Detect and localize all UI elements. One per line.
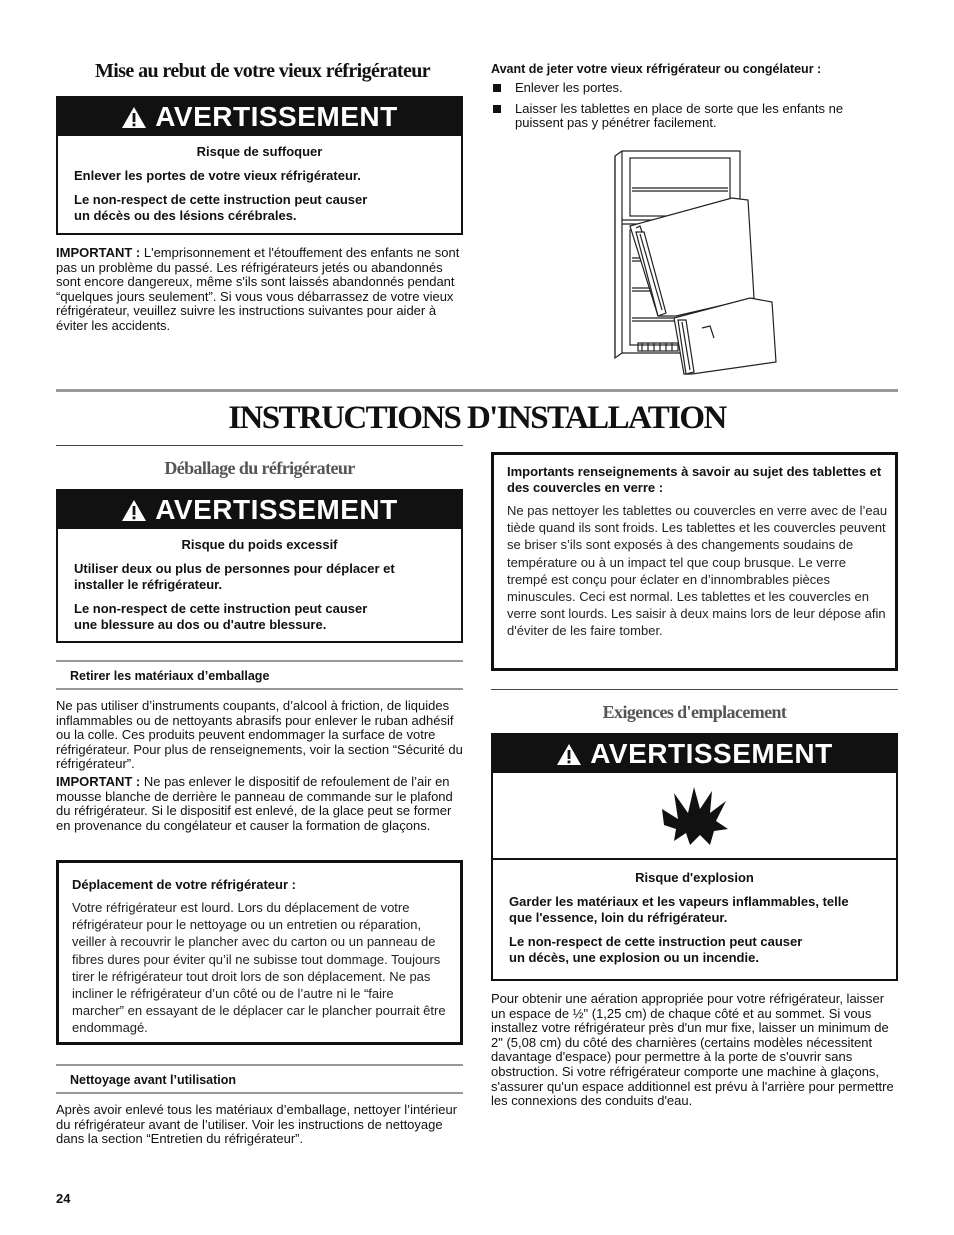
refrigerator-doors-removed-illustration — [610, 148, 785, 376]
list-item: Laisser les tablettes en place de sorte que les enfants ne puissent pas y pénétrer facilement. — [491, 102, 891, 131]
page-number: 24 — [56, 1191, 71, 1206]
section-rule — [491, 689, 898, 690]
disposal-steps-heading: Avant de jeter votre vieux réfrigérateur ou congélateur : — [491, 62, 822, 76]
warning-risk: Risque de suffoquer — [196, 144, 323, 159]
subsection-rule — [56, 1092, 463, 1094]
warning-risk: Risque d'explosion — [635, 870, 754, 885]
warning-triangle-icon — [121, 499, 147, 522]
warning-instruction: Enlever les portes de votre vieux réfrigérateur. — [74, 168, 361, 183]
warning-consequence-line1: Le non-respect de cette instruction peut causer — [509, 934, 803, 949]
warning-instruction-line2: que l'essence, loin du réfrigérateur. — [509, 910, 728, 925]
important-paragraph-foam — [56, 775, 463, 833]
warning-consequence-line2: un décès ou des lésions cérébrales. — [74, 208, 297, 223]
subsection-rule — [56, 1064, 463, 1066]
section-title-location: Exigences d'emplacement — [602, 702, 787, 722]
glass-box-title: Importants renseignements à savoir au sujet des tablettes et des couvercles en verre : — [507, 464, 882, 495]
warning-box-suffocation — [56, 96, 463, 235]
page-title: INSTRUCTIONS D'INSTALLATION — [228, 400, 726, 436]
important-label: IMPORTANT : — [56, 774, 141, 789]
warning-consequence-line1: Le non-respect de cette instruction peut causer — [74, 192, 368, 207]
warning-header — [58, 98, 461, 136]
warning-triangle-icon — [556, 743, 582, 766]
warning-box-weight — [56, 489, 463, 643]
section-title-unpacking: Déballage du réfrigérateur — [164, 458, 355, 478]
warning-label: AVERTISSEMENT — [155, 494, 398, 525]
warning-consequence-line2: une blessure au dos ou d'autre blessure. — [74, 617, 327, 632]
explosion-icon-area — [493, 773, 896, 860]
moving-box-text: Votre réfrigérateur est lourd. Lors du déplacement de votre réfrigérateur pour le nettoyage ou un entretien ou réparation, veiller à recouvrir le plancher avec du carton ou un panneau de fibres dures pour éviter qu’il ne subisse tout dommage. Toujours tirer le réfrigérateur tout droit lors de son déplacement. Ne pas incliner le réfrigérateur d’un côté ou de l’autre ni le “faire marcher” en essayant de le déplacer car le plancher pourrait être endommagé. — [72, 900, 446, 1036]
subsection-rule — [56, 688, 463, 690]
warning-risk: Risque du poids excessif — [181, 537, 338, 552]
location-requirements-text: Pour obtenir une aération appropriée pour votre réfrigérateur, laisser un espace de ½" (1,25 cm) de chaque côté et au sommet. Si vous installez votre réfrigérateur près d'un mur fixe, laisser un minimum de 2" (5,08 cm) du côté des charnières (certains modèles nécessitent davantage d'espace) pour permettre à la porte de s'ouvrir sans obstruction. Si votre réfrigérateur comporte une machine à glaçons, s'assurer qu'un espace additionnel est prévu à l'arrière pour permettre les connexions des conduits d'eau. — [491, 991, 894, 1109]
warning-box-explosion — [491, 733, 898, 981]
disposal-steps-list — [491, 81, 891, 137]
warning-instruction-line2: installer le réfrigérateur. — [74, 577, 223, 592]
glass-shelves-box — [491, 452, 898, 671]
subsection-heading-cleaning: Nettoyage avant l’utilisation — [70, 1073, 237, 1087]
warning-header — [493, 735, 896, 773]
cleaning-text: Après avoir enlevé tous les matériaux d’emballage, nettoyer l’intérieur du réfrigérateur avant de l’utiliser. Voir les instructions de nettoyage dans la section “Entretien du réfrigérateur”. — [56, 1102, 458, 1147]
warning-label: AVERTISSEMENT — [590, 738, 833, 769]
warning-label: AVERTISSEMENT — [155, 101, 398, 132]
explosion-icon — [660, 785, 730, 847]
remove-packaging-text: Ne pas utiliser d’instruments coupants, d’alcool à friction, de liquides inflammables ou de nettoyants abrasifs pour enlever le ruban adhésif ou la colle. Ces produits peuvent endommager la surface de votre réfrigérateur. Pour plus de renseignements, voir la section “Sécurité du réfrigérateur”. — [56, 698, 463, 772]
list-item: Enlever les portes. — [491, 81, 891, 96]
moving-box-title: Déplacement de votre réfrigérateur : — [72, 877, 296, 892]
important-text: L'emprisonnement et l'étouffement des enfants ne sont pas un problème du passé. Les réfrigérateurs jetés ou abandonnés sont encore dangereux, même s'ils sont laissés abandonnés pendant “quelques jours seulement”. Si vous vous débarrassez de votre vieux réfrigérateur, veuillez suivre les instructions suivantes pour aider à éviter les accidents. — [56, 245, 460, 333]
important-paragraph-disposal — [56, 246, 463, 334]
section-divider — [56, 389, 898, 392]
section-rule — [56, 445, 463, 446]
glass-box-text: Ne pas nettoyer les tablettes ou couvercles en verre avec de l’eau tiède quand ils sont froids. Les tablettes et les couvercles peuvent se briser s’ils sont exposés à des changements soudains de température ou à un impact tel que coup brusque. Le verre trempé est conçu pour éclater en d’innombrables pièces minuscules. Ceci est normal. Les tablettes et les couvercles en verre sont lourds. Les saisir à deux mains lors de leur dépose afin d'éviter de les faire tomber. — [507, 503, 888, 639]
warning-triangle-icon — [121, 106, 147, 129]
important-label: IMPORTANT : — [56, 245, 141, 260]
warning-consequence-line2: un décès, une explosion ou un incendie. — [509, 950, 759, 965]
section-title-disposal: Mise au rebut de votre vieux réfrigérateur — [95, 60, 431, 82]
subsection-rule — [56, 660, 463, 662]
warning-instruction-line1: Utiliser deux ou plus de personnes pour déplacer et — [74, 561, 395, 576]
warning-header — [58, 491, 461, 529]
warning-consequence-line1: Le non-respect de cette instruction peut causer — [74, 601, 368, 616]
warning-instruction-line1: Garder les matériaux et les vapeurs inflammables, telle — [509, 894, 849, 909]
important-text: Ne pas enlever le dispositif de refoulement de l’air en mousse blanche de derrière le panneau de commande sur le plafond du réfrigérateur. Si le dispositif est enlevé, de la glace peut se former en provenance du congélateur et causer la formation de glaçons. — [56, 774, 453, 833]
moving-refrigerator-box — [56, 860, 463, 1045]
subsection-heading-remove-packaging: Retirer les matériaux d’emballage — [70, 669, 270, 683]
